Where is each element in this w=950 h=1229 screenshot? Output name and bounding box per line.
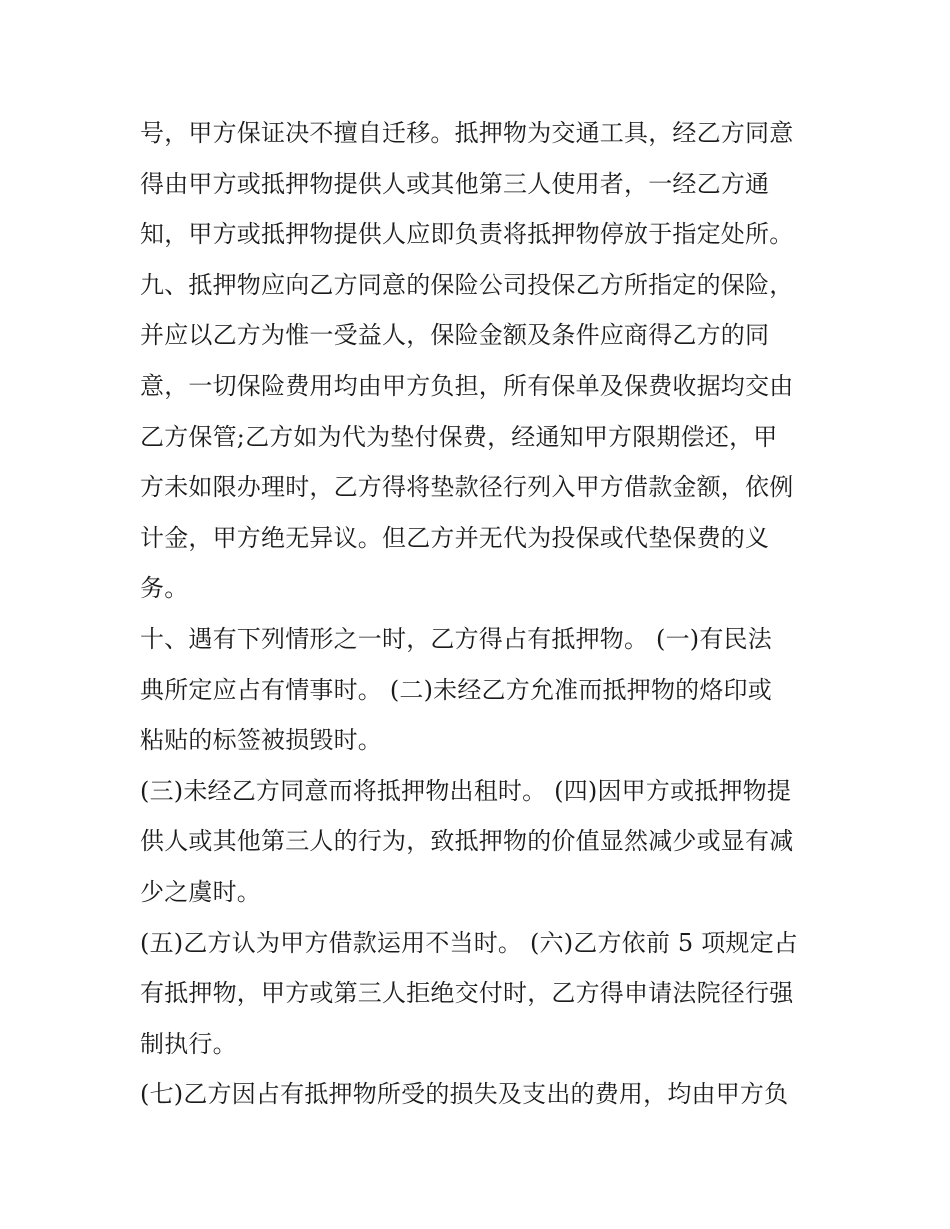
text-line: 务。	[140, 574, 189, 603]
text-line: 方未如限办理时，乙方得将垫款径行列入甲方借款金额，依例	[140, 473, 794, 502]
text-line: 得由甲方或抵押物提供人或其他第三人使用者，一经乙方通	[140, 169, 770, 198]
text-line: 供人或其他第三人的行为，致抵押物的价值显然减少或显有减	[140, 827, 794, 856]
text-line: 知，甲方或抵押物提供人应即负责将抵押物停放于指定处所。	[140, 220, 794, 249]
text-line: 有抵押物，甲方或第三人拒绝交付时，乙方得申请法院径行强	[140, 979, 794, 1008]
text-line: 粘贴的标签被损毁时。	[140, 726, 382, 755]
text-line: 号，甲方保证决不擅自迁移。抵押物为交通工具，经乙方同意	[140, 119, 794, 147]
text-line: 意，一切保险费用均由甲方负担，所有保单及保费收据均交由	[140, 371, 794, 400]
text-line: (五)乙方认为甲方借款运用不当时。 (六)乙方依前 5 项规定占	[140, 928, 799, 957]
text-line: (七)乙方因占有抵押物所受的损失及支出的费用，均由甲方负	[140, 1080, 789, 1109]
document-body	[140, 108, 820, 1120]
text-line: 乙方保管;乙方如为代为垫付保费，经通知甲方限期偿还，甲	[140, 422, 778, 451]
text-line: 并应以乙方为惟一受益人，保险金额及条件应商得乙方的同	[140, 321, 770, 350]
text-line: 计金，甲方绝无异议。但乙方并无代为投保或代垫保费的义	[140, 523, 770, 552]
text-line: 典所定应占有情事时。 (二)未经乙方允准而抵押物的烙印或	[140, 675, 772, 704]
text-line: 十、遇有下列情形之一时，乙方得占有抵押物。 (一)有民法	[140, 624, 772, 653]
text-line: 制执行。	[140, 1029, 237, 1058]
text-line: 少之虞时。	[140, 877, 261, 906]
text-line: (三)未经乙方同意而将抵押物出租时。 (四)因甲方或抵押物提	[140, 776, 792, 805]
text-line: 九、抵押物应向乙方同意的保险公司投保乙方所指定的保险，	[140, 270, 794, 299]
